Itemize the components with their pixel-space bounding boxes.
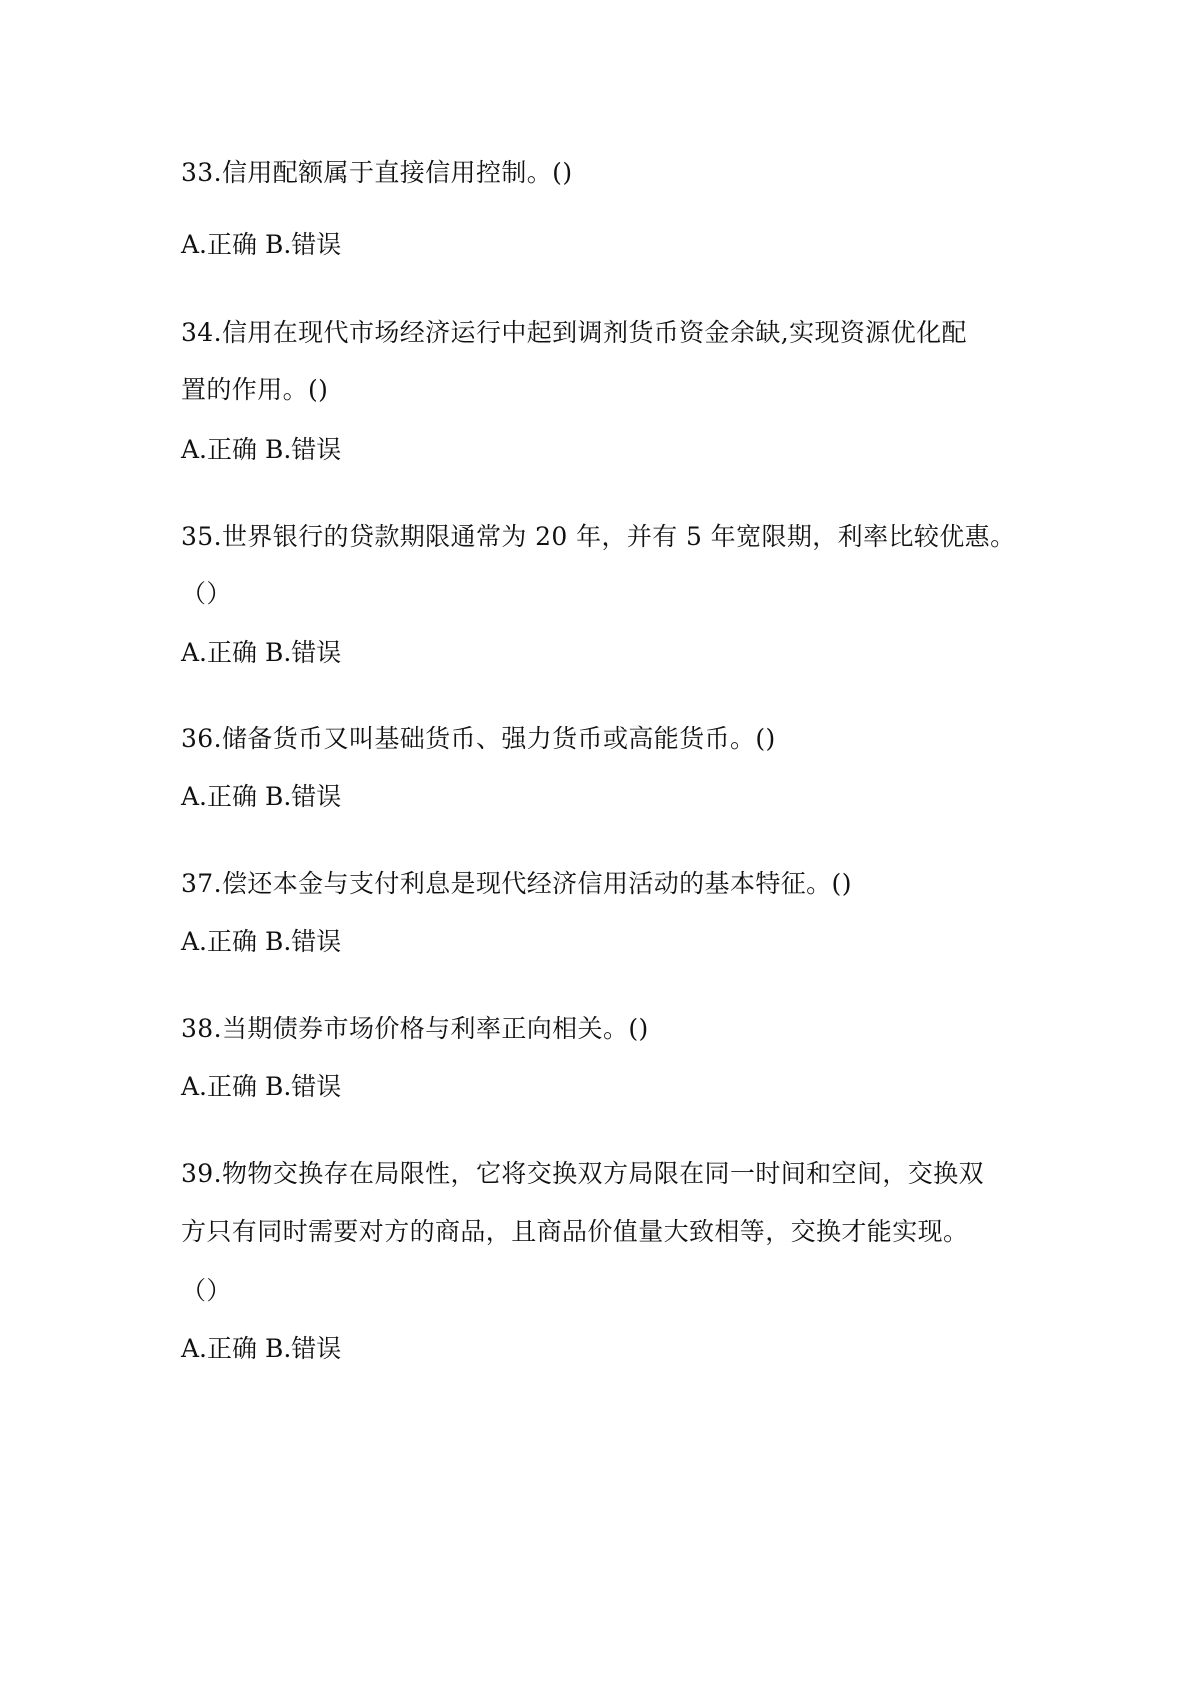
- question-34-options: A.正确 B.错误: [181, 435, 342, 464]
- question-36-text: 36.储备货币又叫基础货币、强力货币或高能货币。(): [181, 724, 776, 753]
- question-33-text: 33.信用配额属于直接信用控制。(): [181, 158, 573, 187]
- question-39-options: A.正确 B.错误: [181, 1334, 342, 1363]
- question-35-options: A.正确 B.错误: [181, 638, 342, 667]
- question-38-options: A.正确 B.错误: [181, 1072, 342, 1101]
- question-35-text-line-1: 35.世界银行的贷款期限通常为 20 年，并有 5 年宽限期，利率比较优惠。: [181, 522, 1016, 551]
- question-38-text: 38.当期债券市场价格与利率正向相关。(): [181, 1014, 649, 1043]
- question-37-options: A.正确 B.错误: [181, 927, 342, 956]
- question-37-text: 37.偿还本金与支付利息是现代经济信用活动的基本特征。(): [181, 869, 852, 898]
- question-36-options: A.正确 B.错误: [181, 782, 342, 811]
- question-34-text-line-1: 34.信用在现代市场经济运行中起到调剂货币资金余缺,实现资源优化配: [181, 318, 967, 347]
- question-35-text-line-2: （）: [181, 579, 232, 608]
- question-33-options: A.正确 B.错误: [181, 230, 342, 259]
- question-34-text-line-2: 置的作用。(): [181, 375, 329, 404]
- question-39-text-line-2: 方只有同时需要对方的商品，且商品价值量大致相等，交换才能实现。: [181, 1217, 969, 1246]
- question-39-text-line-3: （）: [181, 1276, 232, 1305]
- question-39-text-line-1: 39.物物交换存在局限性，它将交换双方局限在同一时间和空间，交换双: [181, 1159, 984, 1188]
